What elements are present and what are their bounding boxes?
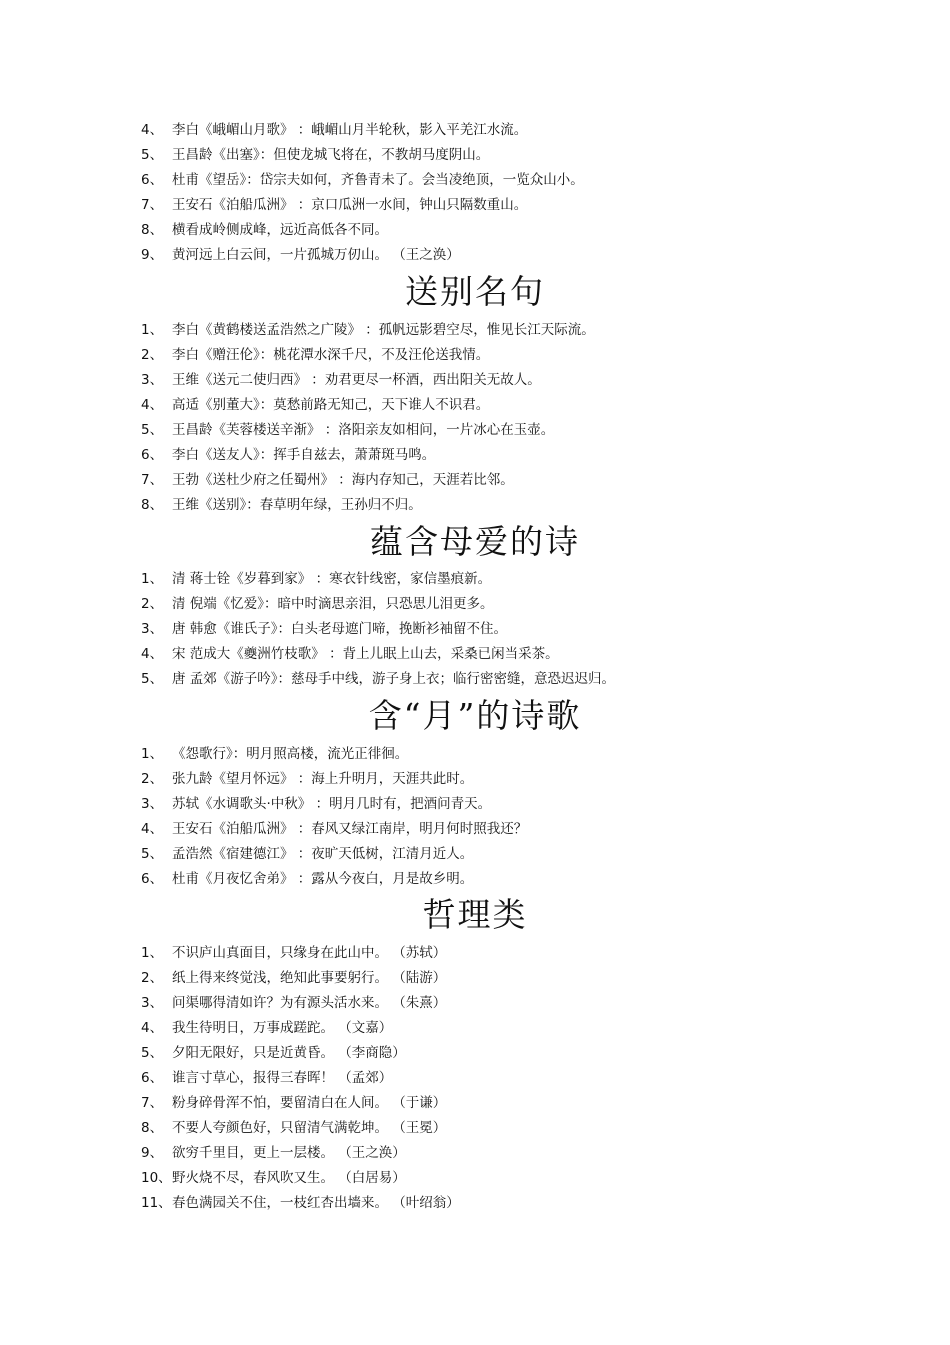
- item-number: 2、: [141, 771, 164, 787]
- list-item: [141, 966, 901, 991]
- item-number: 9、: [141, 1145, 164, 1161]
- item-number: 7、: [141, 472, 164, 488]
- item-number: 5、: [141, 1045, 164, 1061]
- list-item: [141, 642, 901, 667]
- item-text: 张九龄《望月怀远》 ：海上升明月，天涯共此时。: [172, 771, 474, 787]
- list-item: [141, 1066, 901, 1091]
- item-text: 王安石《泊船瓜洲》 ：京口瓜洲一水间，钟山只隔数重山。: [172, 197, 528, 213]
- list-item: [141, 1141, 901, 1166]
- item-text: 夕阳无限好，只是近黄昏。 （李商隐）: [172, 1045, 406, 1061]
- list-item: [141, 941, 901, 966]
- item-number: 1、: [141, 322, 164, 338]
- item-text: 清 倪端《忆爱》：暗中时滴思亲泪，只恐思儿泪更多。: [172, 596, 494, 612]
- item-number: 4、: [141, 397, 164, 413]
- item-number: 2、: [141, 970, 164, 986]
- item-number: 5、: [141, 846, 164, 862]
- item-text: 王维《送别》：春草明年绿，王孙归不归。: [172, 497, 422, 513]
- item-text: 欲穷千里目，更上一层楼。 （王之涣）: [172, 1145, 406, 1161]
- list-item: [141, 443, 901, 468]
- list-item: [141, 817, 901, 842]
- item-text: 不识庐山真面目，只缘身在此山中。 （苏轼）: [172, 945, 447, 961]
- list-item: [141, 1041, 901, 1066]
- item-text: 王勃《送杜少府之任蜀州》 ：海内存知己，天涯若比邻。: [172, 472, 514, 488]
- list-item: [141, 218, 901, 243]
- item-text: 唐 韩愈《谁氏子》：白头老母遮门啼，挽断衫袖留不住。: [172, 621, 508, 637]
- item-number: 10、: [141, 1170, 172, 1186]
- section-heading-philosophy: 哲理类: [422, 895, 528, 934]
- item-number: 1、: [141, 571, 164, 587]
- item-number: 5、: [141, 422, 164, 438]
- section-list-moon: [141, 742, 901, 892]
- list-item: [141, 118, 901, 143]
- item-number: 1、: [141, 945, 164, 961]
- section-heading-farewell: 送别名句: [405, 272, 545, 311]
- list-item: [141, 143, 901, 168]
- item-text: 王昌龄《芙蓉楼送辛渐》 ：洛阳亲友如相问，一片冰心在玉壶。: [172, 422, 555, 438]
- item-text: 李白《赠汪伦》：桃花潭水深千尺，不及汪伦送我情。: [172, 347, 490, 363]
- list-item: [141, 368, 901, 393]
- list-item: [141, 318, 901, 343]
- item-text: 李白《峨嵋山月歌》 ：峨嵋山月半轮秋，影入平羌江水流。: [172, 122, 528, 138]
- item-text: 纸上得来终觉浅，绝知此事要躬行。 （陆游）: [172, 970, 447, 986]
- list-item: [141, 767, 901, 792]
- item-text: 宋 范成大《夔洲竹枝歌》 ：背上儿眠上山去，采桑已闲当采茶。: [172, 646, 559, 662]
- item-text: 李白《送友人》：挥手自兹去，萧萧斑马鸣。: [172, 447, 436, 463]
- list-item: [141, 418, 901, 443]
- list-item: [141, 1191, 901, 1216]
- section-heading-mothers-love: 蕴含母爱的诗: [370, 522, 580, 561]
- item-text: 黄河远上白云间，一片孤城万仞山。 （王之涣）: [172, 247, 460, 263]
- intro-list: [141, 118, 901, 268]
- section-list-mothers-love: [141, 567, 901, 692]
- item-text: 唐 孟郊《游子吟》：慈母手中线，游子身上衣；临行密密缝，意恐迟迟归。: [172, 671, 616, 687]
- item-text: 横看成岭侧成峰，远近高低各不同。: [172, 222, 388, 238]
- item-number: 6、: [141, 172, 164, 188]
- item-number: 7、: [141, 1095, 164, 1111]
- section-list-farewell: [141, 318, 901, 518]
- list-item: [141, 468, 901, 493]
- item-text: 孟浩然《宿建德江》 ：夜旷天低树，江清月近人。: [172, 846, 474, 862]
- item-number: 8、: [141, 1120, 164, 1136]
- item-text: 问渠哪得清如许？为有源头活水来。 （朱熹）: [172, 995, 447, 1011]
- list-item: [141, 243, 901, 268]
- item-number: 6、: [141, 1070, 164, 1086]
- item-number: 4、: [141, 122, 164, 138]
- section-list-philosophy: [141, 941, 901, 1216]
- item-number: 11、: [141, 1195, 172, 1211]
- item-text: 清 蒋士铨《岁暮到家》 ：寒衣针线密，家信墨痕新。: [172, 571, 492, 587]
- item-number: 8、: [141, 497, 164, 513]
- list-item: [141, 1116, 901, 1141]
- item-number: 3、: [141, 621, 164, 637]
- item-text: 粉身碎骨浑不怕，要留清白在人间。 （于谦）: [172, 1095, 447, 1111]
- list-item: [141, 1016, 901, 1041]
- item-text: 杜甫《望岳》：岱宗夫如何，齐鲁青未了。会当凌绝顶，一览众山小。: [172, 172, 584, 188]
- list-item: [141, 343, 901, 368]
- item-text: 王安石《泊船瓜洲》 ：春风又绿江南岸，明月何时照我还？: [172, 821, 528, 837]
- list-item: [141, 493, 901, 518]
- item-number: 9、: [141, 247, 164, 263]
- item-text: 高适《别董大》：莫愁前路无知己，天下谁人不识君。: [172, 397, 490, 413]
- item-text: 《怨歌行》：明月照高楼，流光正徘徊。: [172, 746, 409, 762]
- list-item: [141, 1091, 901, 1116]
- list-item: [141, 168, 901, 193]
- item-text: 李白《黄鹤楼送孟浩然之广陵》 ：孤帆远影碧空尽，惟见长江天际流。: [172, 322, 595, 338]
- item-text: 我生待明日，万事成蹉跎。 （文嘉）: [172, 1020, 393, 1036]
- item-number: 4、: [141, 1020, 164, 1036]
- item-number: 4、: [141, 646, 164, 662]
- item-number: 5、: [141, 671, 164, 687]
- item-number: 3、: [141, 995, 164, 1011]
- list-item: [141, 393, 901, 418]
- item-number: 3、: [141, 372, 164, 388]
- item-number: 5、: [141, 147, 164, 163]
- item-text: 野火烧不尽，春风吹又生。 （白居易）: [172, 1170, 406, 1186]
- list-item: [141, 867, 901, 892]
- item-number: 4、: [141, 821, 164, 837]
- item-text: 王维《送元二使归西》 ：劝君更尽一杯酒，西出阳关无故人。: [172, 372, 541, 388]
- list-item: [141, 842, 901, 867]
- item-number: 6、: [141, 871, 164, 887]
- list-item: [141, 1166, 901, 1191]
- item-text: 谁言寸草心，报得三春晖！ （孟郊）: [172, 1070, 393, 1086]
- item-text: 苏轼《水调歌头·中秋》 ：明月几时有，把酒问青天。: [172, 796, 492, 812]
- item-number: 8、: [141, 222, 164, 238]
- section-heading-moon: 含“月”的诗歌: [368, 696, 582, 735]
- item-text: 不要人夸颜色好，只留清气满乾坤。 （王冕）: [172, 1120, 447, 1136]
- item-number: 2、: [141, 596, 164, 612]
- item-number: 6、: [141, 447, 164, 463]
- list-item: [141, 667, 901, 692]
- list-item: [141, 617, 901, 642]
- item-number: 1、: [141, 746, 164, 762]
- item-number: 3、: [141, 796, 164, 812]
- item-text: 春色满园关不住，一枝红杏出墙来。 （叶绍翁）: [172, 1195, 460, 1211]
- list-item: [141, 193, 901, 218]
- list-item: [141, 991, 901, 1016]
- item-text: 杜甫《月夜忆舍弟》 ：露从今夜白，月是故乡明。: [172, 871, 474, 887]
- list-item: [141, 567, 901, 592]
- list-item: [141, 792, 901, 817]
- item-number: 7、: [141, 197, 164, 213]
- item-number: 2、: [141, 347, 164, 363]
- list-item: [141, 742, 901, 767]
- list-item: [141, 592, 901, 617]
- item-text: 王昌龄《出塞》：但使龙城飞将在，不教胡马度阴山。: [172, 147, 490, 163]
